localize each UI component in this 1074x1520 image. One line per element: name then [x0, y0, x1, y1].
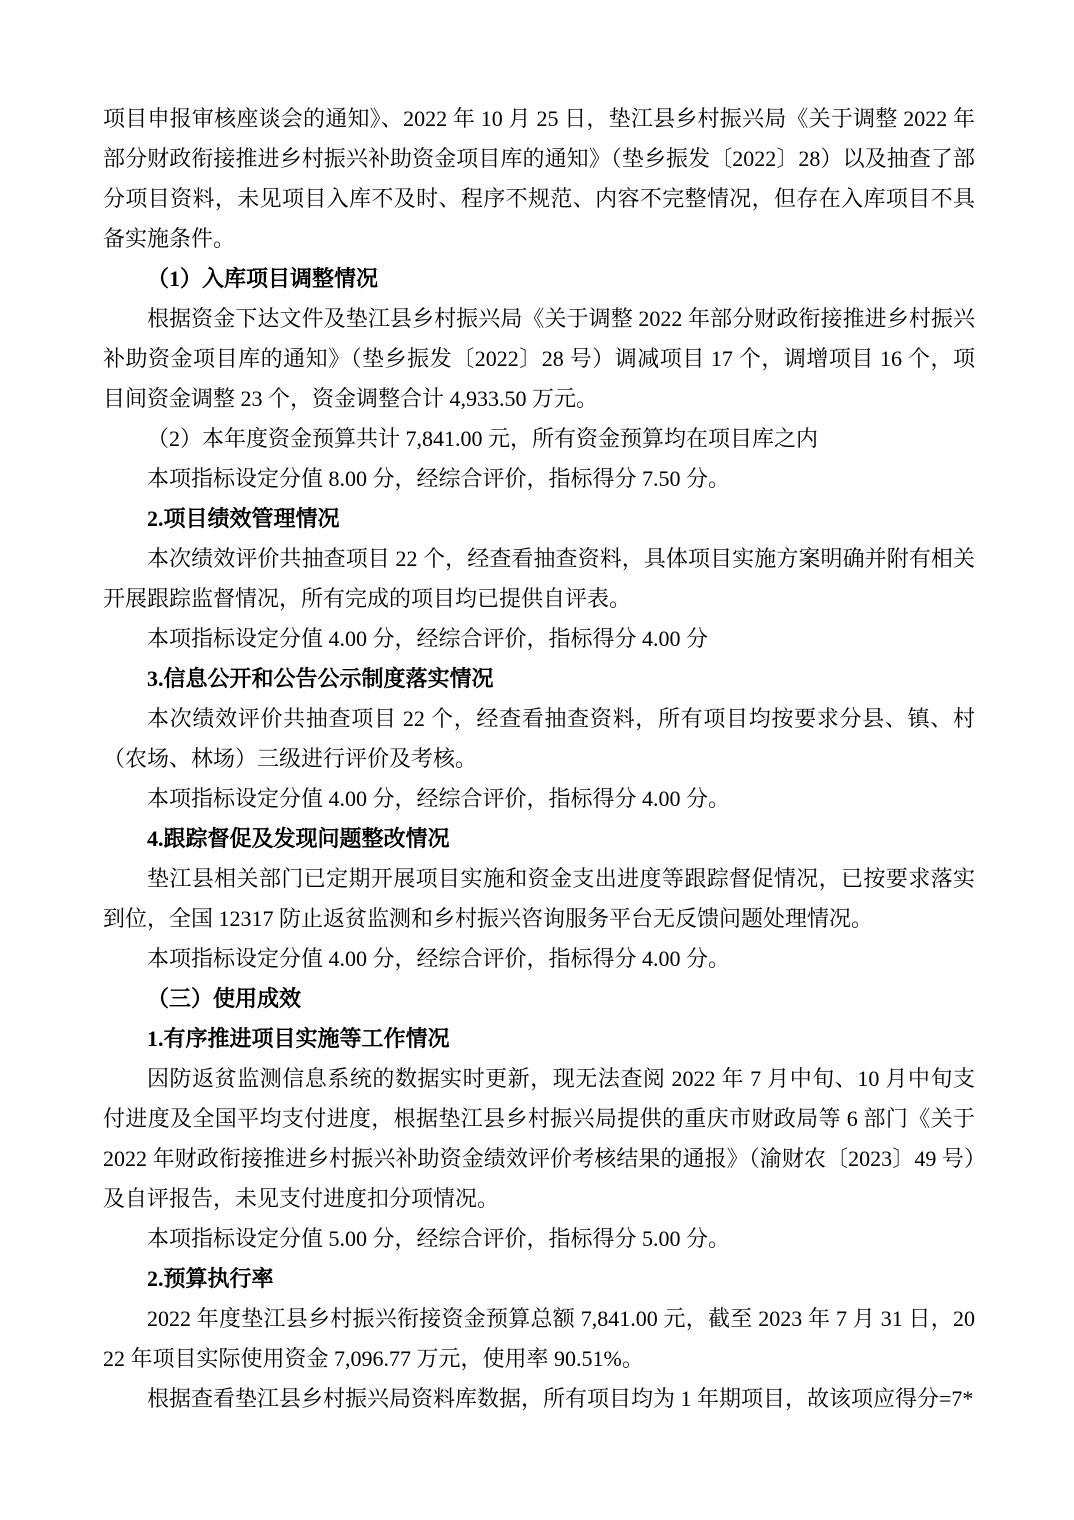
body-paragraph: （2）本年度资金预算共计 7,841.00 元，所有资金预算均在项目库之内	[147, 426, 819, 451]
body-paragraph: 本项指标设定分值 5.00 分，经综合评价，指标得分 5.00 分。	[147, 1226, 731, 1251]
document-body	[103, 99, 975, 1419]
body-paragraph: 因防返贫监测信息系统的数据实时更新，现无法查阅 2022 年 7 月中旬、10 月中旬支付进度及全国平均支付进度，根据垫江县乡村振兴局提供的重庆市财政局等 6 部门《关于 2022 年财政衔接推进乡村振兴补助资金绩效评价考核结果的通报》（渝财农〔2023〕49 号）及自评报告，未见支付进度扣分项情况。	[103, 1066, 975, 1211]
section-heading-orderly-implementation: 1.有序推进项目实施等工作情况	[147, 1026, 450, 1051]
body-paragraph: 本次绩效评价共抽查项目 22 个，经查看抽查资料，具体项目实施方案明确并附有相关开展跟踪监督情况，所有完成的项目均已提供自评表。	[103, 546, 975, 611]
body-paragraph: 本项指标设定分值 4.00 分，经综合评价，指标得分 4.00 分	[147, 626, 709, 651]
body-paragraph: 2022 年度垫江县乡村振兴衔接资金预算总额 7,841.00 元，截至 2023 年 7 月 31 日，2022 年项目实际使用资金 7,096.77 万元，使用率 90.51%。	[103, 1306, 975, 1371]
section-heading-information-disclosure: 3.信息公开和公告公示制度落实情况	[147, 666, 494, 691]
body-paragraph: 本项指标设定分值 4.00 分，经综合评价，指标得分 4.00 分。	[147, 786, 731, 811]
body-paragraph: 本次绩效评价共抽查项目 22 个，经查看抽查资料，所有项目均按要求分县、镇、村（农场、林场）三级进行评价及考核。	[103, 706, 975, 771]
section-heading-budget-execution-rate: 2.预算执行率	[147, 1266, 274, 1291]
body-paragraph: 根据查看垫江县乡村振兴局资料库数据，所有项目均为 1 年期项目，故该项应得分=7*	[147, 1386, 974, 1411]
chapter-heading-usage-effect: （三）使用成效	[147, 986, 302, 1011]
subsection-heading-storage-adjustment: （1）入库项目调整情况	[147, 266, 379, 291]
body-paragraph: 垫江县相关部门已定期开展项目实施和资金支出进度等跟踪督促情况，已按要求落实到位，全国 12317 防止返贫监测和乡村振兴咨询服务平台无反馈问题处理情况。	[103, 866, 975, 931]
body-paragraph: 根据资金下达文件及垫江县乡村振兴局《关于调整 2022 年部分财政衔接推进乡村振兴补助资金项目库的通知》（垫乡振发〔2022〕28 号）调减项目 17 个，调增项目 16 个，项目间资金调整 23 个，资金调整合计 4,933.50 万元。	[103, 306, 975, 411]
body-paragraph: 本项指标设定分值 4.00 分，经综合评价，指标得分 4.00 分。	[147, 946, 731, 971]
body-paragraph: 项目申报审核座谈会的通知》、2022 年 10 月 25 日，垫江县乡村振兴局《关于调整 2022 年部分财政衔接推进乡村振兴补助资金项目库的通知》（垫乡振发〔2022〕28）以及抽查了部分项目资料，未见项目入库不及时、程序不规范、内容不完整情况，但存在入库项目不具备实施条件。	[103, 106, 975, 251]
section-heading-project-performance: 2.项目绩效管理情况	[147, 506, 340, 531]
section-heading-tracking-supervision: 4.跟踪督促及发现问题整改情况	[147, 826, 450, 851]
body-paragraph: 本项指标设定分值 8.00 分，经综合评价，指标得分 7.50 分。	[147, 466, 731, 491]
